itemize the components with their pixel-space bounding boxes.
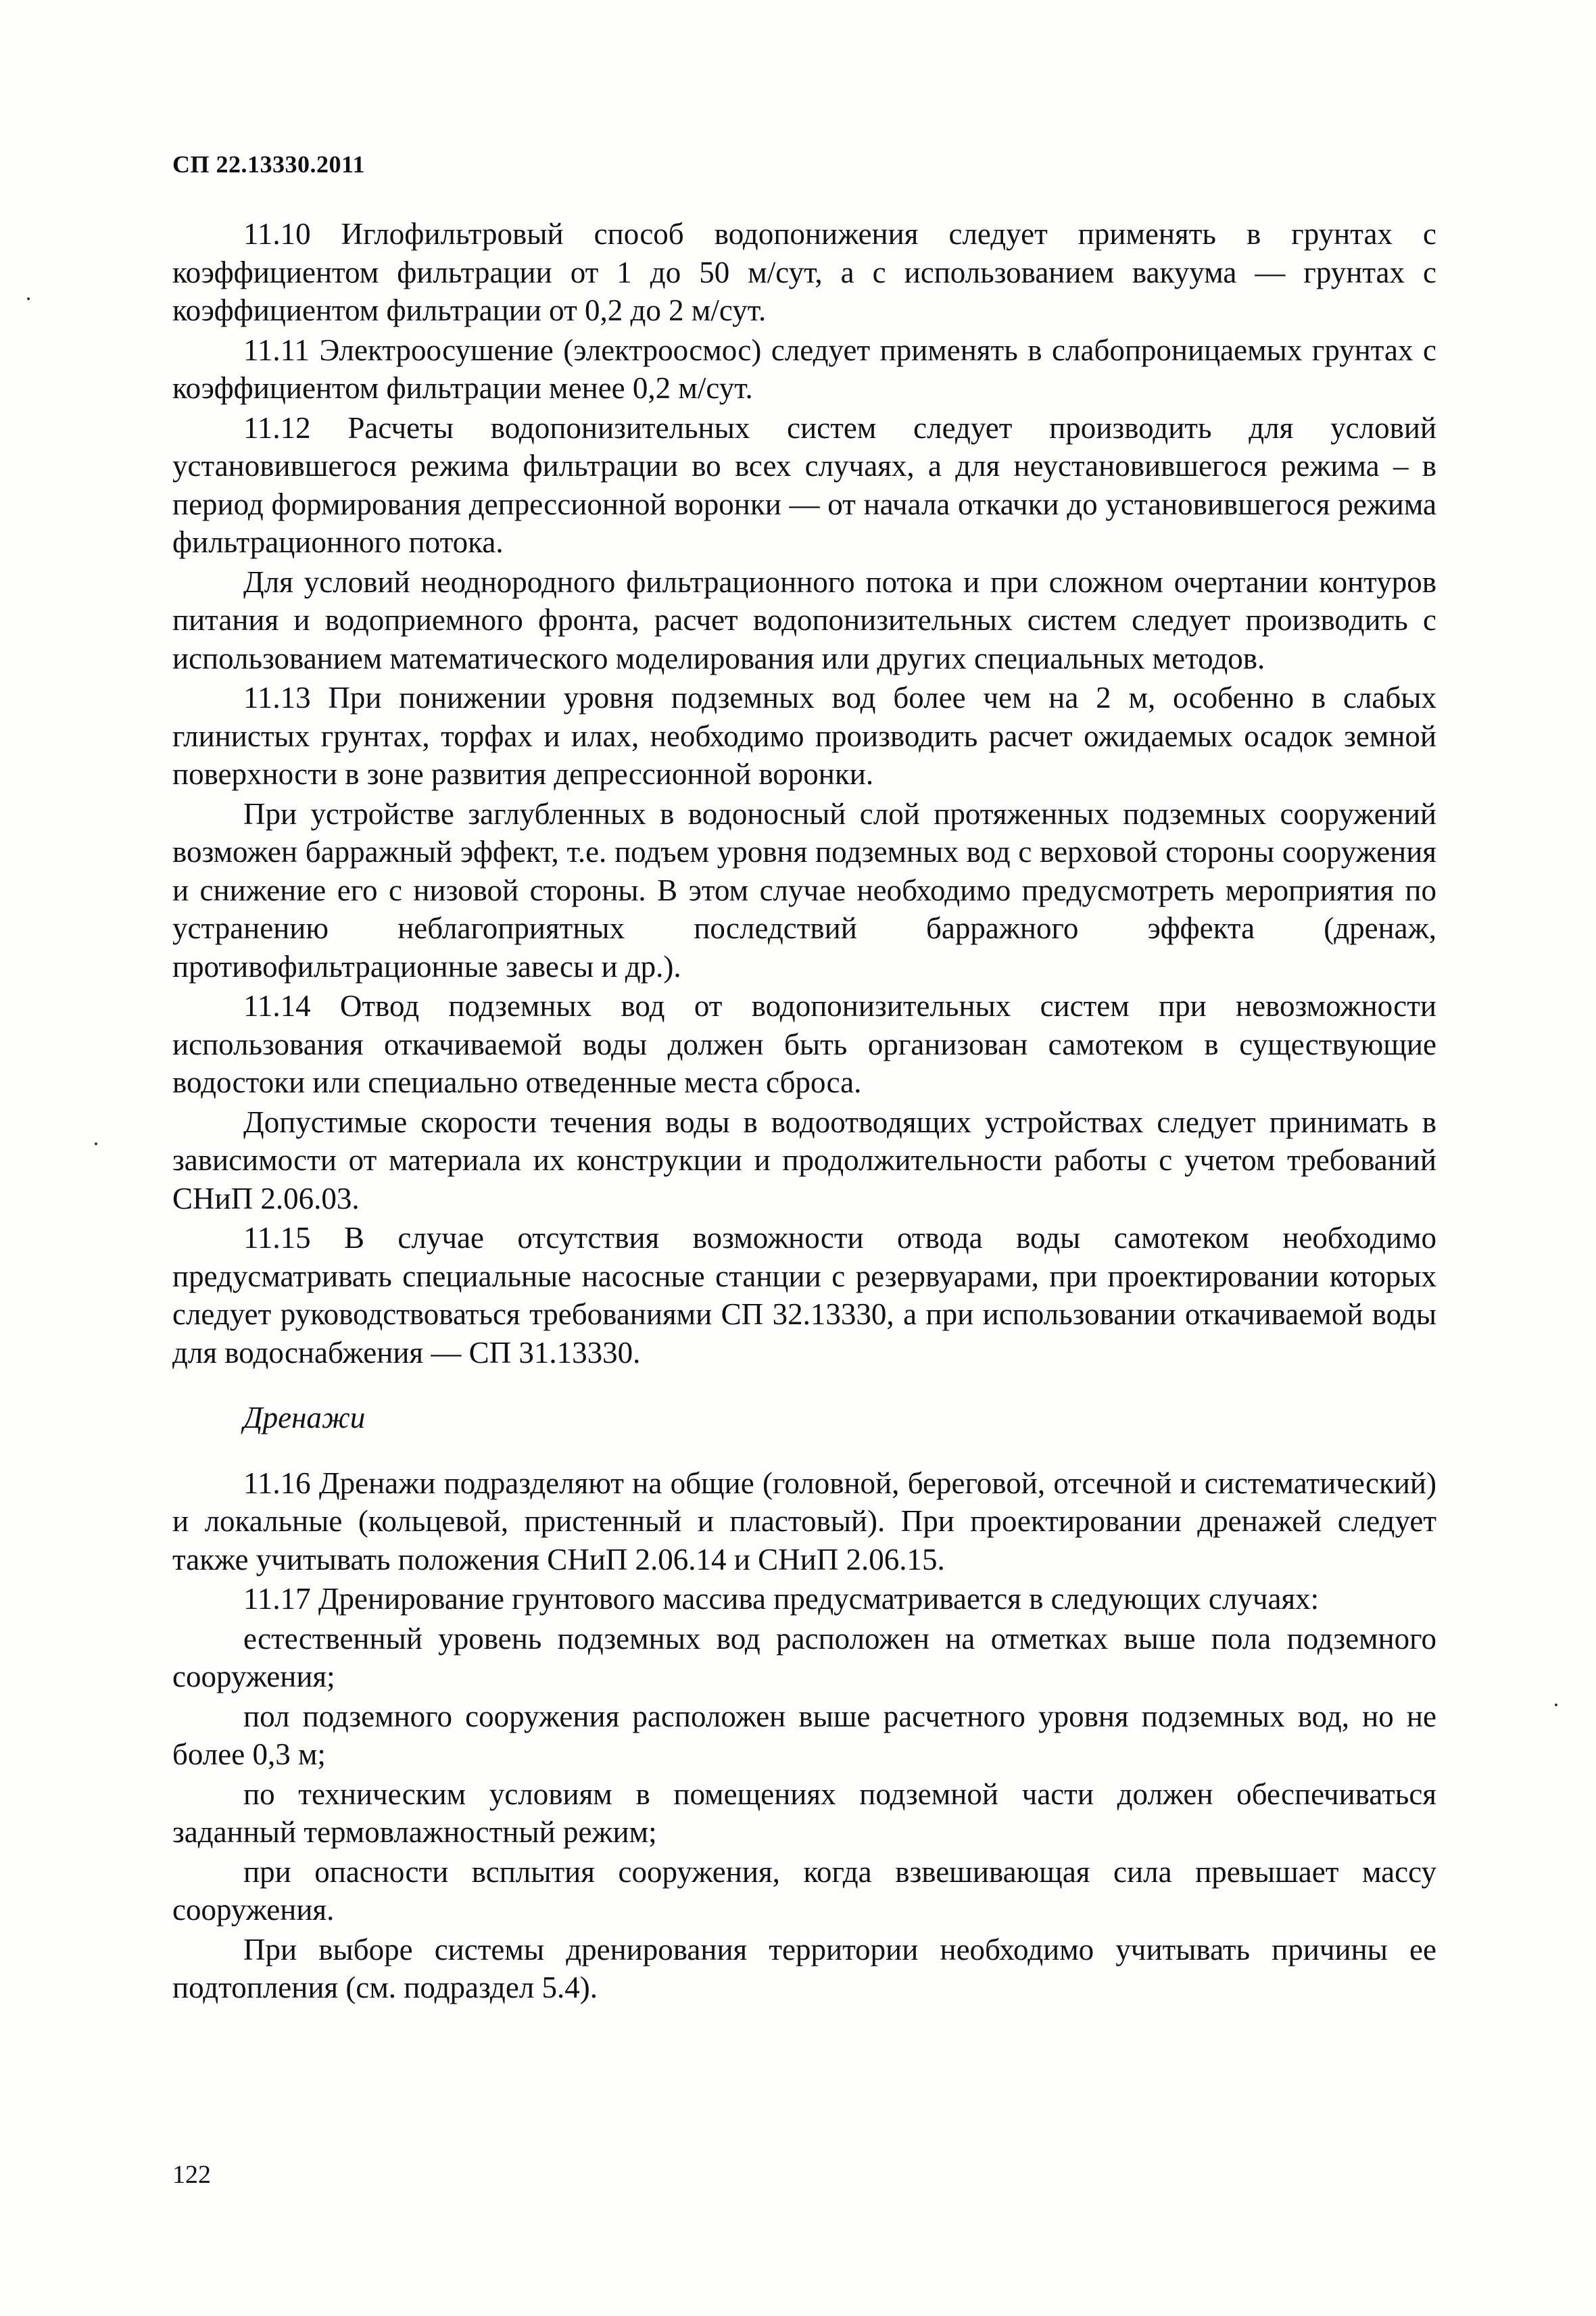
paragraph-11-12-continued: Для условий неоднородного фильтрационного потока и при сложном очертании контуров питания и водоприемного фронта, расчет водопонизительных систем следует производить с использованием математического моделирования или других специальных методов. [172,564,1436,675]
paragraph-11-17: 11.17 Дренирование грунтового массива предусматривается в следующих случаях: [243,1582,1320,1616]
paragraph-11-13: 11.13 При понижении уровня подземных вод более чем на 2 м, особенно в слабых глинистых грунтах, торфах и илах, необходимо производить расчет ожидаемых осадок земной поверхности в зоне развития депрессионной воронки. [172,681,1436,791]
paragraph-11-17-case-2: пол подземного сооружения расположен выше расчетного уровня подземных вод, но не более 0,3 м; [172,1699,1436,1771]
section-heading-drainage: Дренажи [243,1401,366,1434]
paragraph-11-17-note: При выборе системы дренирования территории необходимо учитывать причины ее подтопления (см. подраздел 5.4). [172,1932,1436,2004]
paragraph-11-17-case-3: по техническим условиям в помещениях подземной части должен обеспечиваться заданный термовлажностный режим; [172,1777,1436,1849]
scan-speck [95,1142,97,1145]
paragraph-11-11: 11.11 Электроосушение (электроосмос) следует применять в слабопроницаемых грунтах с коэффициентом фильтрации менее 0,2 м/сут. [172,333,1436,405]
scan-speck [27,297,30,300]
paragraph-11-16: 11.16 Дренажи подразделяют на общие (головной, береговой, отсечной и систематический) и локальные (кольцевой, пристенный и пластовый). При проектировании дренажей следует также учитывать положения СНиП 2.06.14 и СНиП 2.06.15. [172,1466,1436,1576]
paragraph-11-17-case-4: при опасности всплытия сооружения, когда взвешивающая сила превышает массу сооружения. [172,1854,1436,1927]
paragraph-11-15: 11.15 В случае отсутствия возможности отвода воды самотеком необходимо предусматривать специальные насосные станции с резервуарами, при проектировании которых следует руководствоваться требованиями СП 32.13330, а при использовании откачиваемой воды для водоснабжения — СП 31.13330. [172,1221,1436,1370]
scan-speck [1555,1704,1557,1706]
paragraph-11-14: 11.14 Отвод подземных вод от водопонизительных систем при невозможности использования откачиваемой воды должен быть организован самотеком в существующие водостоки или специально отведенные места сброса. [172,989,1436,1099]
paragraph-11-13-continued: При устройстве заглубленных в водоносный слой протяженных подземных сооружений возможен барражный эффект, т.е. подъем уровня подземных вод с верховой стороны сооружения и снижение его с низовой стороны. В этом случае необходимо предусмотреть мероприятия по устранению неблагоприятных последствий барражного эффекта (дренаж, противофильтрационные завесы и др.). [172,796,1436,984]
paragraph-11-17-case-1: естественный уровень подземных вод расположен на отметках выше пола подземного сооружения; [172,1621,1436,1693]
paragraph-11-14-continued: Допустимые скорости течения воды в водоотводящих устройствах следует принимать в зависимости от материала их конструкции и продолжительности работы с учетом требований СНиП 2.06.03. [172,1105,1436,1215]
document-code-header: СП 22.13330.2011 [172,151,366,178]
document-body [172,215,1436,2008]
page-number: 122 [172,2161,211,2189]
paragraph-11-12: 11.12 Расчеты водопонизительных систем следует производить для условий установившегося режима фильтрации во всех случаях, а для неустановившегося режима – в период формирования депрессионной воронки — от начала откачки до установившегося режима фильтрационного потока. [172,410,1436,559]
paragraph-11-10: 11.10 Иглофильтровый способ водопонижения следует применять в грунтах с коэффициентом фильтрации от 1 до 50 м/сут, а с использованием вакуума — грунтах с коэффициентом фильтрации от 0,2 до 2 м/сут. [172,217,1436,327]
